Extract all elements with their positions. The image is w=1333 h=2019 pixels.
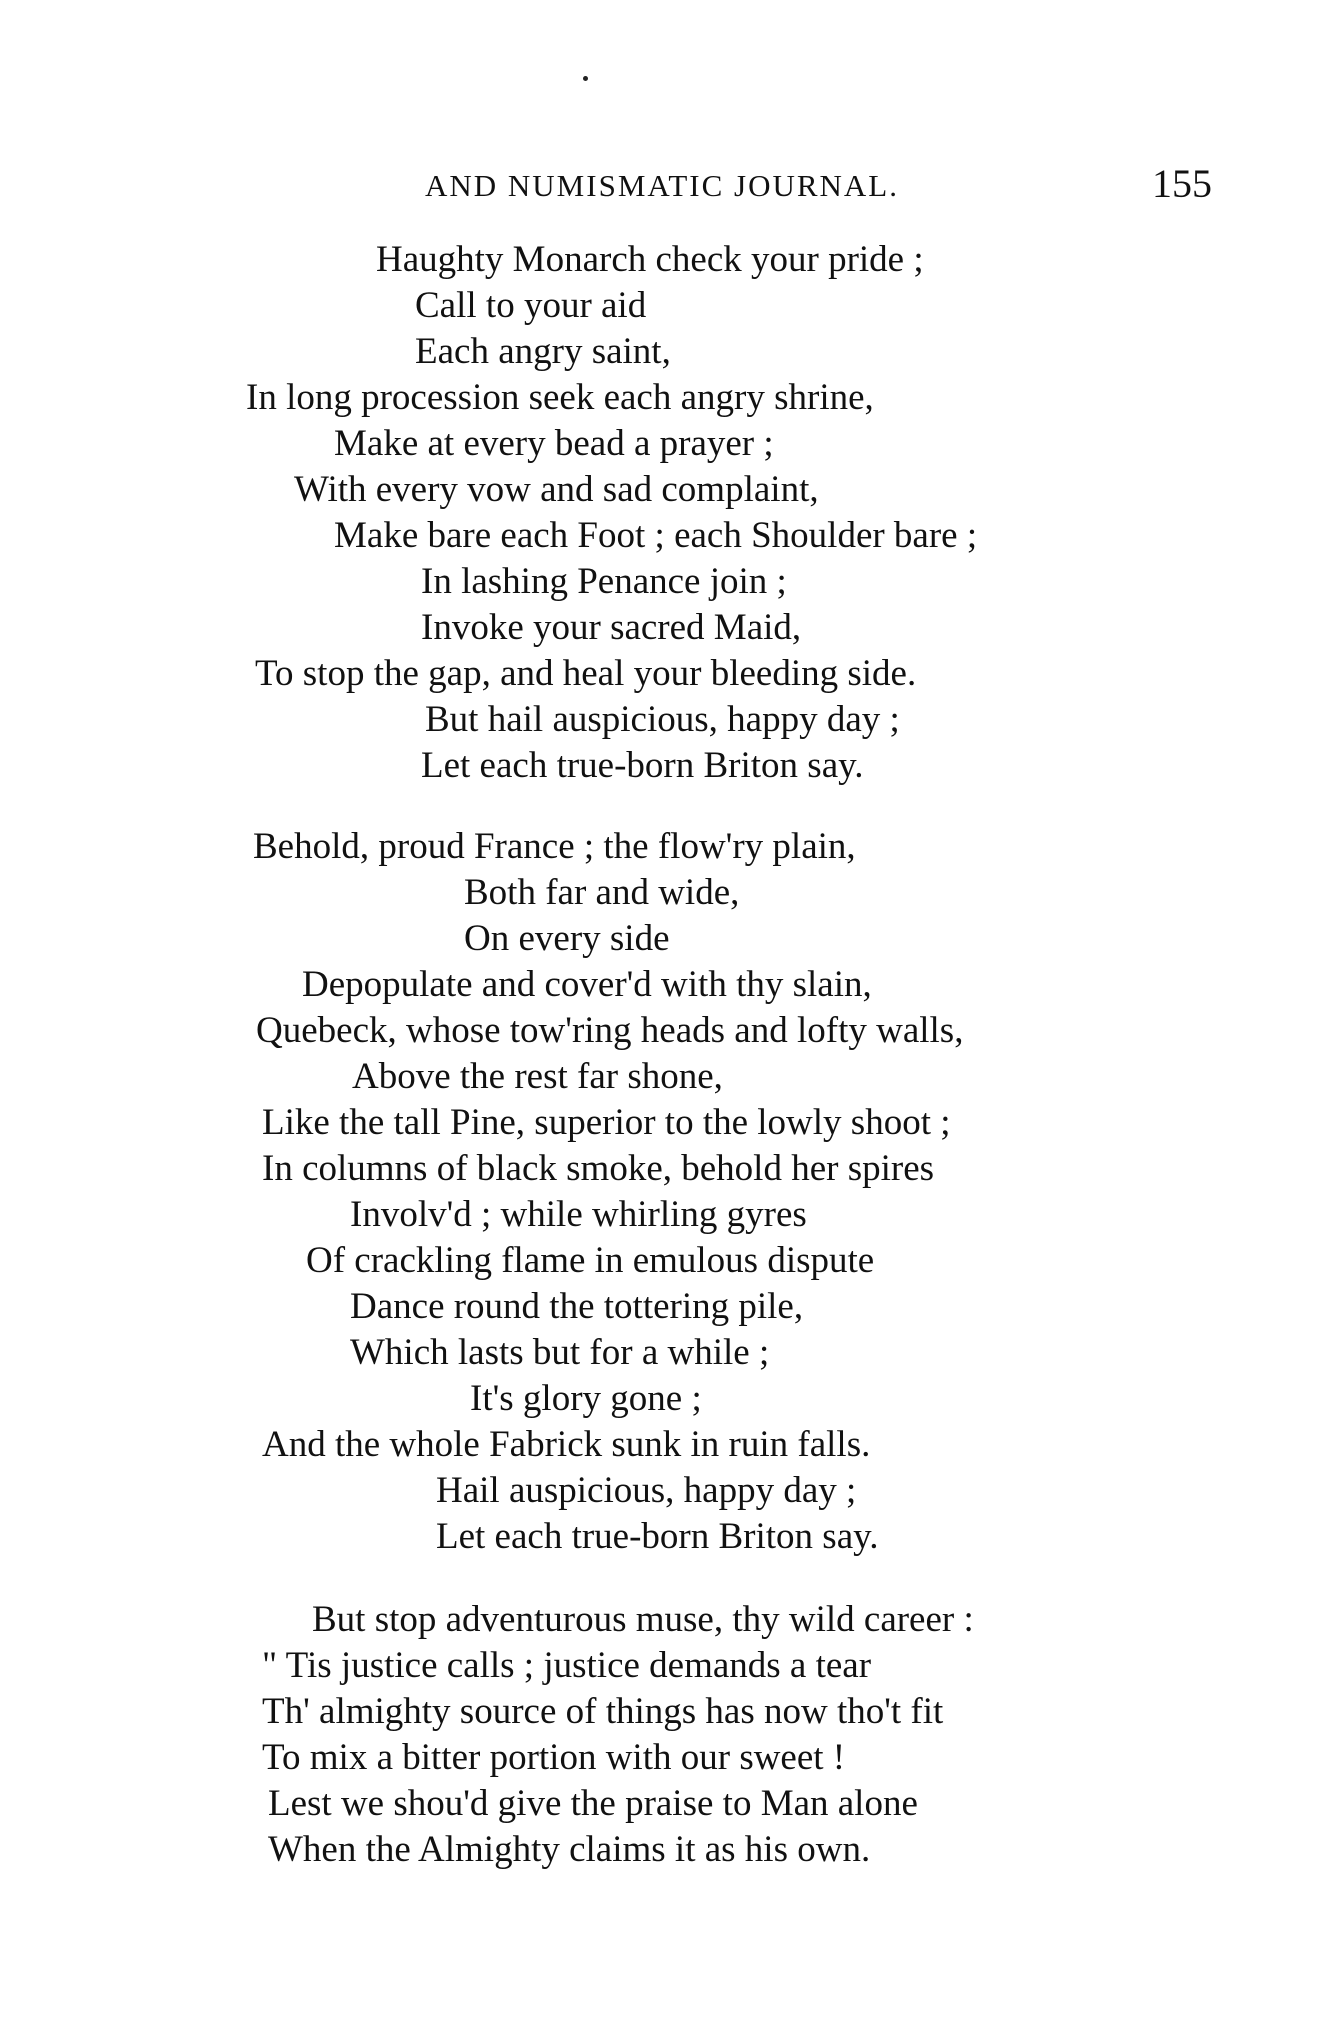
verse-line: Make bare each Foot ; each Shoulder bare ; bbox=[334, 515, 978, 556]
verse-line: Let each true-born Briton say. bbox=[436, 1516, 879, 1557]
verse-line: When the Almighty claims it as his own. bbox=[268, 1829, 871, 1870]
verse-line: On every side bbox=[464, 918, 670, 959]
verse-line: To mix a bitter portion with our sweet ! bbox=[262, 1737, 846, 1778]
verse-line: Involv'd ; while whirling gyres bbox=[350, 1194, 807, 1235]
ink-speck bbox=[583, 76, 588, 81]
verse-line: Behold, proud France ; the flow'ry plain, bbox=[253, 826, 856, 867]
verse-line: Dance round the tottering pile, bbox=[350, 1286, 804, 1327]
verse-line: But hail auspicious, happy day ; bbox=[425, 699, 900, 740]
verse-line: Which lasts but for a while ; bbox=[350, 1332, 770, 1373]
verse-line: And the whole Fabrick sunk in ruin falls. bbox=[262, 1424, 871, 1465]
verse-line: Th' almighty source of things has now tho't fit bbox=[262, 1691, 944, 1732]
verse-line: It's glory gone ; bbox=[470, 1378, 702, 1419]
verse-line: " Tis justice calls ; justice demands a tear bbox=[262, 1645, 872, 1686]
verse-line: Make at every bead a prayer ; bbox=[334, 423, 774, 464]
verse-line: Hail auspicious, happy day ; bbox=[436, 1470, 857, 1511]
verse-line: But stop adventurous muse, thy wild career : bbox=[312, 1599, 974, 1640]
verse-line: Quebeck, whose tow'ring heads and lofty walls, bbox=[256, 1010, 964, 1051]
page-header bbox=[0, 160, 1333, 210]
verse-line: To stop the gap, and heal your bleeding side. bbox=[255, 653, 917, 694]
verse-line: Haughty Monarch check your pride ; bbox=[376, 239, 924, 280]
verse-line: Each angry saint, bbox=[415, 331, 671, 372]
verse-line: In columns of black smoke, behold her spires bbox=[262, 1148, 935, 1189]
verse-line: Above the rest far shone, bbox=[352, 1056, 723, 1097]
verse-line: In lashing Penance join ; bbox=[421, 561, 787, 602]
verse-line: With every vow and sad complaint, bbox=[294, 469, 819, 510]
verse-line: Of crackling flame in emulous dispute bbox=[306, 1240, 875, 1281]
verse-line: Both far and wide, bbox=[464, 872, 740, 913]
verse-line: Invoke your sacred Maid, bbox=[421, 607, 802, 648]
verse-line: Depopulate and cover'd with thy slain, bbox=[302, 964, 872, 1005]
verse-line: In long procession seek each angry shrine, bbox=[246, 377, 874, 418]
verse-line: Lest we shou'd give the praise to Man alone bbox=[268, 1783, 918, 1824]
page-number: 155 bbox=[1152, 161, 1212, 206]
verse-line: Let each true-born Briton say. bbox=[421, 745, 864, 786]
verse-line: Call to your aid bbox=[415, 285, 647, 326]
running-head: AND NUMISMATIC JOURNAL. bbox=[425, 168, 899, 203]
verse-line: Like the tall Pine, superior to the lowly shoot ; bbox=[262, 1102, 951, 1143]
